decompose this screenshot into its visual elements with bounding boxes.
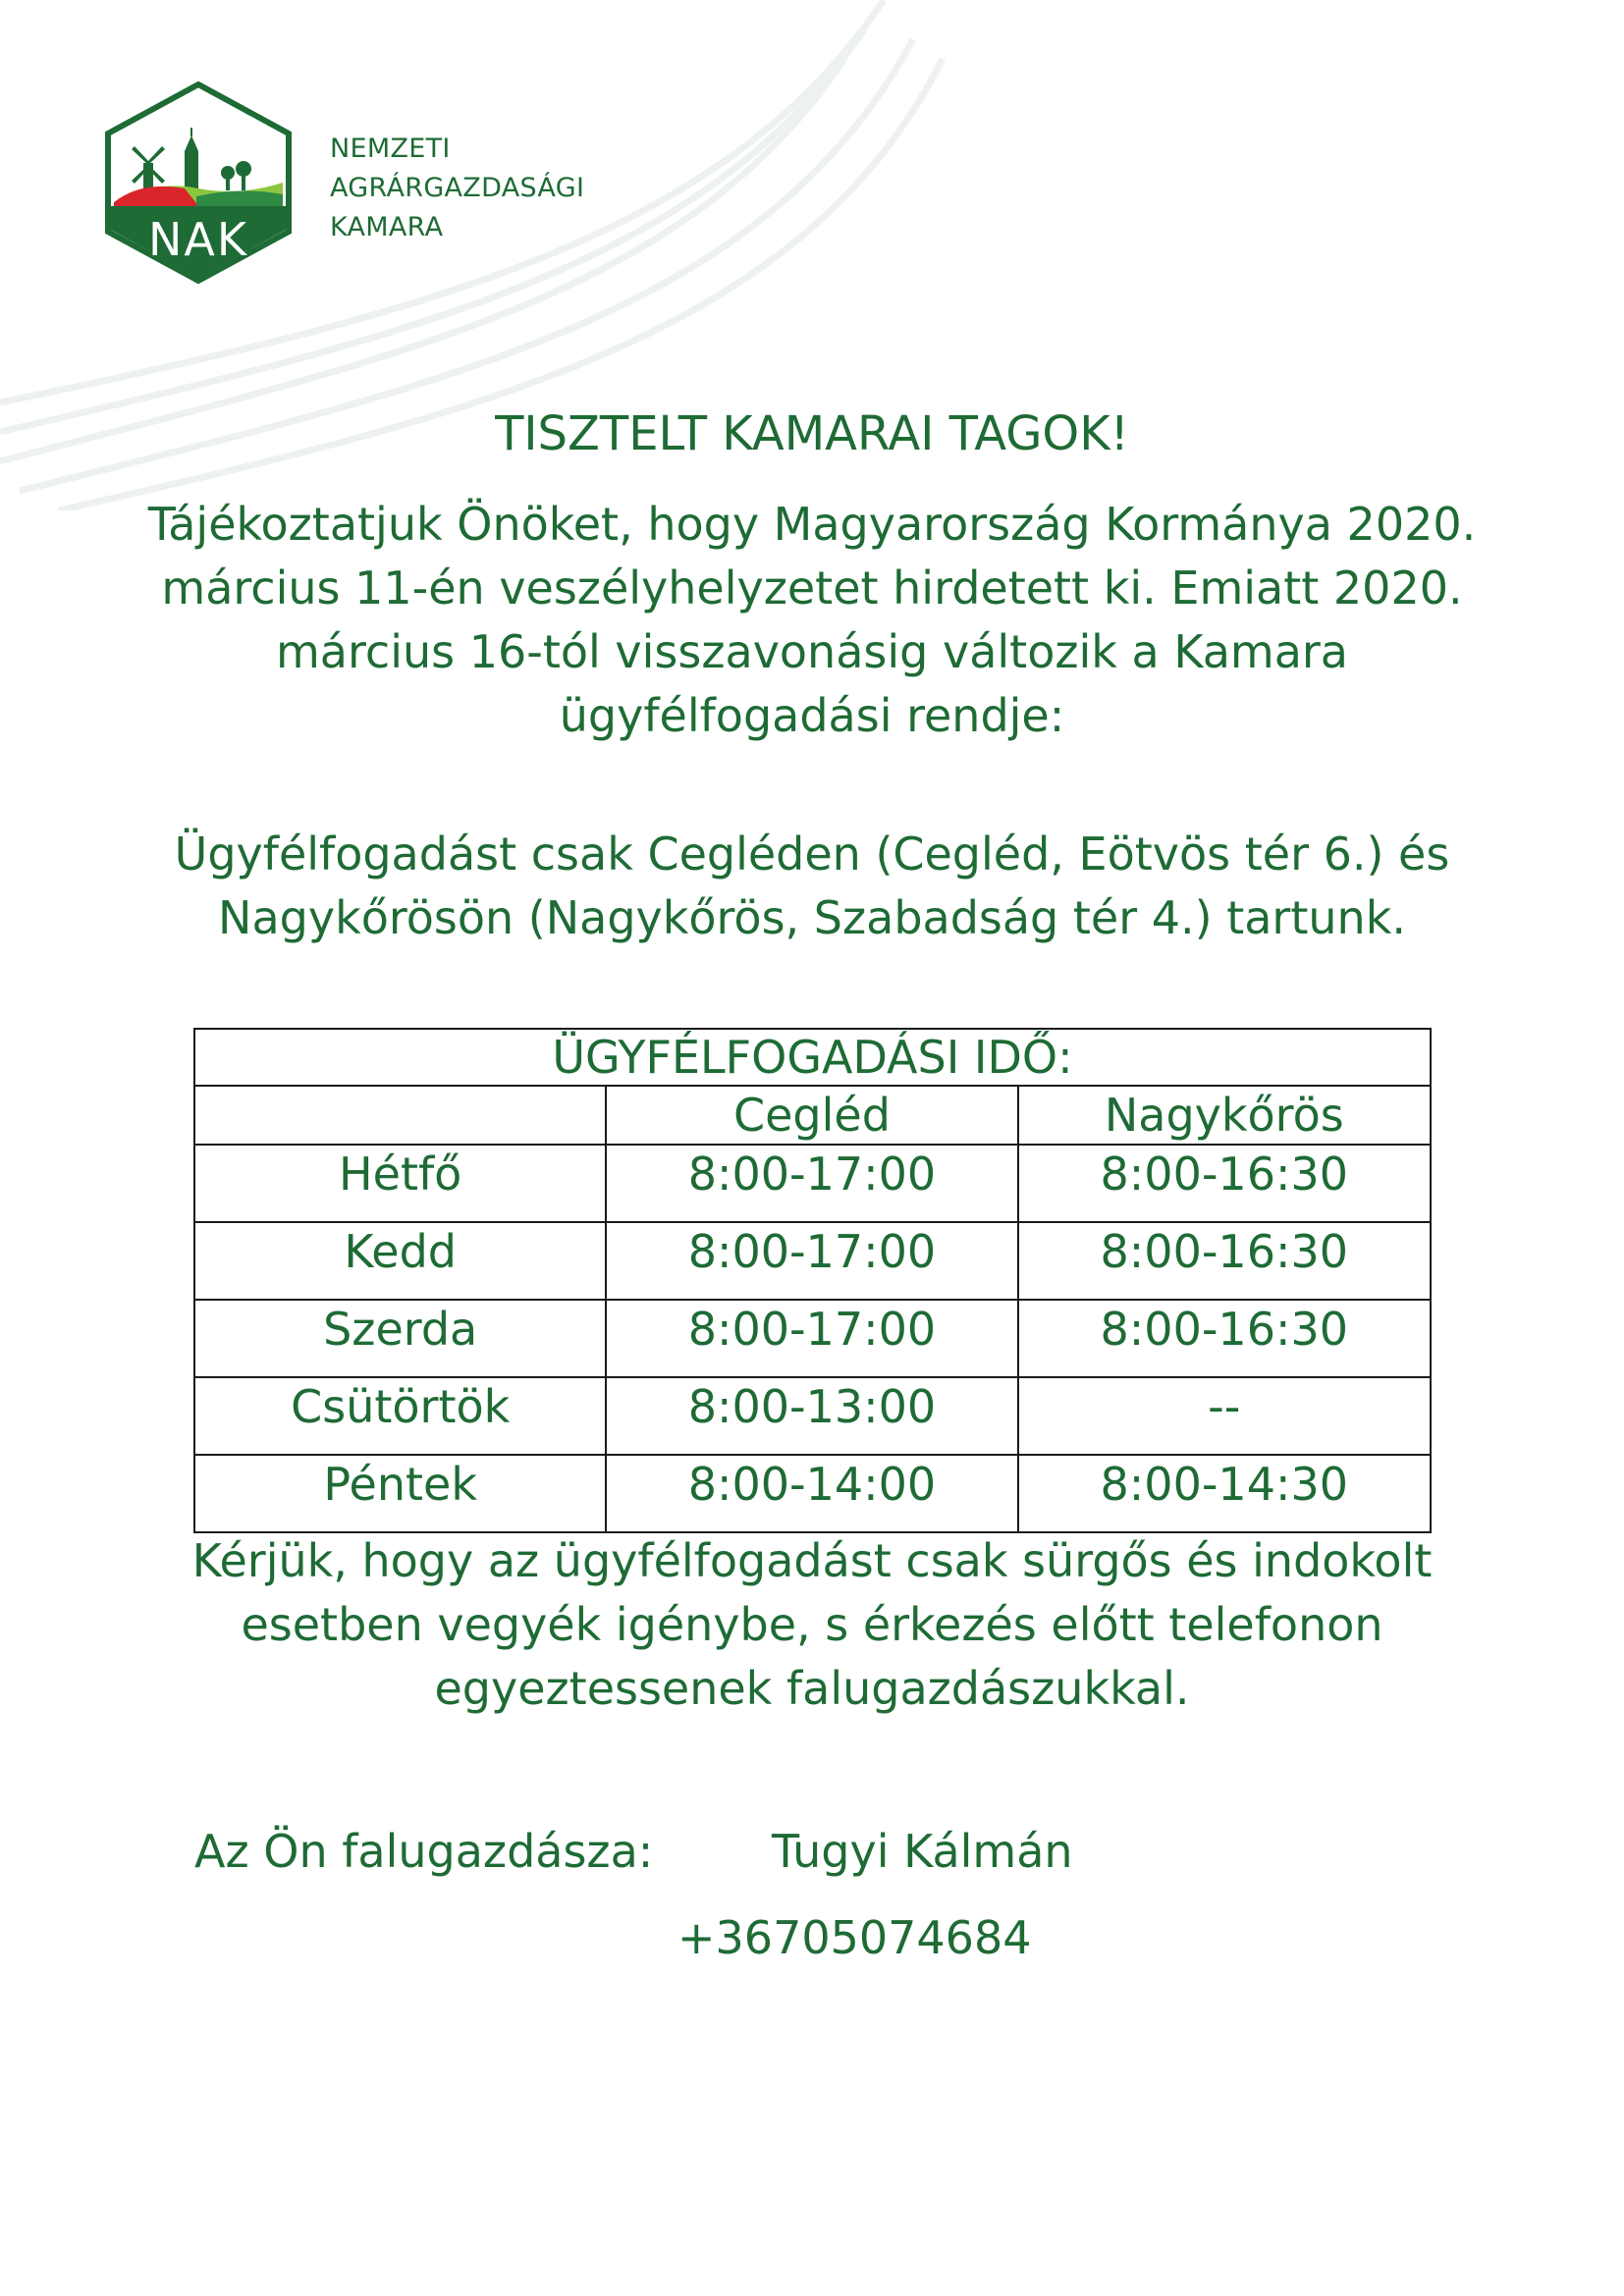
notice-request: Kérjük, hogy az ügyfélfogadást csak sürgős és indokolt esetben vegyék igénybe, s érkezés előtt telefonon egyeztessenek falugazdászukkal.: [191, 1534, 1433, 1715]
notice-intro: Tájékoztatjuk Önöket, hogy Magyarország Kormánya 2020. március 11-én veszélyhelyzetet hirdetett ki. Emiatt 2020. március 16-tól visszavonásig változik a Kamara ügyfélfogadási rendje:: [147, 498, 1477, 742]
organization-name: [330, 130, 584, 247]
nak-logo: [102, 80, 295, 285]
column-header-nagykoros: Nagykőrös: [1018, 1086, 1431, 1145]
reception-locations: Ügyfélfogadást csak Cegléden (Cegléd, Eötvös tér 6.) és Nagykőrösön (Nagykőrös, Szabadság tér 4.) tartunk.: [174, 828, 1450, 944]
contact-phone: +36705074684: [677, 1911, 1032, 1964]
table-heading-row: [194, 1029, 1431, 1086]
org-name-line-1: NEMZETI: [330, 133, 451, 164]
org-name-line-2: AGRÁRGAZDASÁGI: [330, 173, 585, 203]
contact-label: Az Ön falugazdásza:: [194, 1825, 654, 1878]
day-cell: Kedd: [194, 1222, 606, 1300]
day-cell: Szerda: [194, 1300, 606, 1377]
nagykoros-hours-cell: 8:00-16:30: [1018, 1300, 1431, 1377]
column-header-day: [194, 1086, 606, 1145]
reception-hours-table: [193, 1028, 1432, 1533]
day-cell: Csütörtök: [194, 1377, 606, 1455]
nagykoros-hours-cell: 8:00-14:30: [1018, 1455, 1431, 1532]
nagykoros-hours-cell: 8:00-16:30: [1018, 1222, 1431, 1300]
table-row: [194, 1222, 1431, 1300]
table-row: [194, 1455, 1431, 1532]
logo-text: NAK: [147, 213, 249, 266]
contact-name: Tugyi Kálmán: [772, 1825, 1073, 1878]
nagykoros-hours-cell: --: [1018, 1377, 1431, 1455]
table-row: [194, 1300, 1431, 1377]
cegled-hours-cell: 8:00-17:00: [606, 1300, 1017, 1377]
table-heading: ÜGYFÉLFOGADÁSI IDŐ:: [194, 1029, 1431, 1086]
day-cell: Hétfő: [194, 1145, 606, 1222]
cegled-hours-cell: 8:00-17:00: [606, 1222, 1017, 1300]
day-cell: Péntek: [194, 1455, 606, 1532]
table-row: [194, 1145, 1431, 1222]
table-column-header-row: [194, 1086, 1431, 1145]
cegled-hours-cell: 8:00-17:00: [606, 1145, 1017, 1222]
cegled-hours-cell: 8:00-14:00: [606, 1455, 1017, 1532]
org-name-line-3: KAMARA: [330, 212, 444, 242]
column-header-cegled: Cegléd: [606, 1086, 1017, 1145]
table-row: [194, 1377, 1431, 1455]
nagykoros-hours-cell: 8:00-16:30: [1018, 1145, 1431, 1222]
cegled-hours-cell: 8:00-13:00: [606, 1377, 1017, 1455]
notice-title: TISZTELT KAMARAI TAGOK!: [495, 406, 1129, 461]
